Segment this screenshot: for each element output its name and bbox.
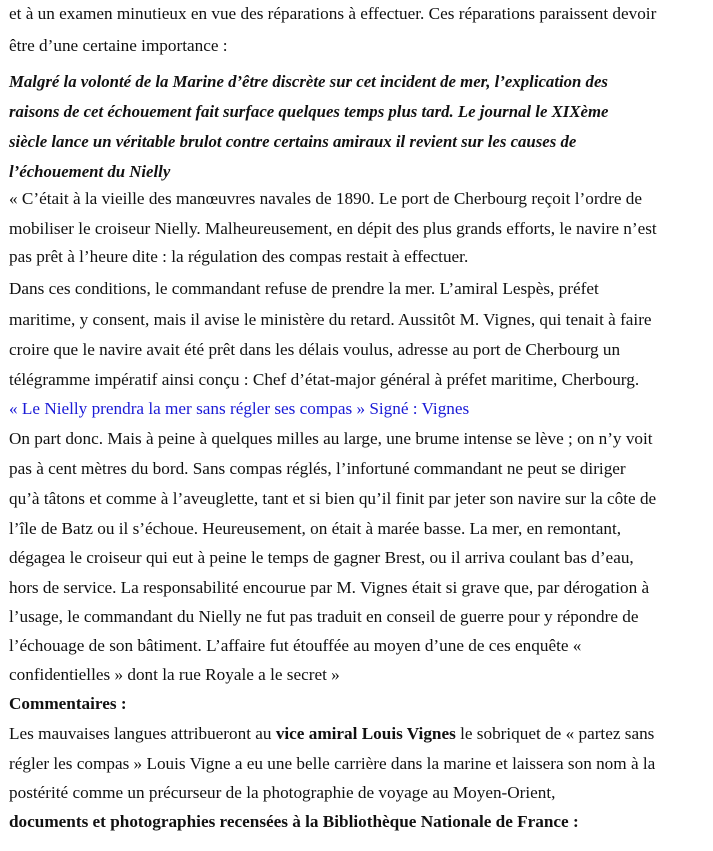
quote-line-4: Dans ces conditions, le commandant refuse de prendre la mer. L’amiral Lespès, préfet (9, 279, 599, 298)
commentaires-heading: Commentaires : (9, 694, 127, 713)
quote-line-3: pas prêt à l’heure dite : la régulation des compas restait à effectuer. (9, 247, 469, 266)
commentaires-line-2: régler les compas » Louis Vigne a eu une belle carrière dans la marine et laissera son nom à la (9, 754, 656, 773)
quote-line-1: « C’était à la vieille des manœuvres navales de 1890. Le port de Cherbourg reçoit l’ordre de (9, 189, 643, 208)
quote-line-6: croire que le navire avait été prêt dans les délais voulus, adresse au port de Cherbourg un (9, 340, 621, 359)
telegram-quote: « Le Nielly prendra la mer sans régler ses compas » Signé : Vignes (9, 399, 470, 418)
quote-line-13: hors de service. La responsabilité encourue par M. Vignes était si grave que, par dérogation à (9, 578, 650, 597)
vice-amiral-name: vice amiral Louis Vignes (275, 724, 456, 743)
highlight-line-3: siècle lance un véritable brulot contre certains amiraux il revient sur les causes de (9, 132, 577, 151)
quote-line-14: l’usage, le commandant du Nielly ne fut pas traduit en conseil de guerre pour y répondre de (9, 607, 639, 626)
quote-line-5: maritime, y consent, mais il avise le ministère du retard. Aussitôt M. Vignes, qui tenait à faire (9, 310, 652, 329)
quote-line-9: pas à cent mètres du bord. Sans compas réglés, l’infortuné commandant ne peut se diriger (9, 459, 626, 478)
intro-line-2: être d’une certaine importance : (9, 36, 228, 55)
highlight-line-2: raisons de cet échouement fait surface quelques temps plus tard. Le journal le XIXème (9, 102, 609, 121)
quote-line-16: confidentielles » dont la rue Royale a le secret » (9, 665, 340, 684)
commentaires-line-1 (9, 723, 654, 745)
commentaires-line-3: postérité comme un précurseur de la photographie de voyage au Moyen-Orient, (9, 783, 556, 802)
quote-line-8: On part donc. Mais à peine à quelques milles au large, une brume intense se lève ; on n’y voit (9, 429, 653, 448)
quote-line-2: mobiliser le croiseur Nielly. Malheureusement, en dépit des plus grands efforts, le navire n’est (9, 219, 657, 238)
quote-line-15: l’échouage de son bâtiment. L’affaire fut étouffée au moyen d’une de ces enquête « (9, 636, 582, 655)
commentaires-text-after: le sobriquet de « partez sans (455, 724, 655, 743)
intro-line-1: et à un examen minutieux en vue des réparations à effectuer. Ces réparations paraissent devoir (9, 4, 657, 23)
documents-heading: documents et photographies recensées à la Bibliothèque Nationale de France : (9, 812, 579, 831)
quote-line-11: l’île de Batz ou il s’échoue. Heureusement, on était à marée basse. La mer, en remontant, (9, 519, 622, 538)
quote-line-12: dégagea le croiseur qui eut à peine le temps de gagner Brest, ou il arriva coulant bas d’eau, (9, 548, 634, 567)
highlight-line-4: l’échouement du Nielly (9, 162, 171, 181)
highlight-line-1: Malgré la volonté de la Marine d’être discrète sur cet incident de mer, l’explication des (9, 72, 608, 91)
quote-line-10: qu’à tâtons et comme à l’aveuglette, tant et si bien qu’il finit par jeter son navire sur la côte de (9, 489, 657, 508)
commentaires-text-before: Les mauvaises langues attribueront au (9, 724, 276, 743)
quote-line-7: télégramme impératif ainsi conçu : Chef d’état-major général à préfet maritime, Cherbourg. (9, 370, 640, 389)
